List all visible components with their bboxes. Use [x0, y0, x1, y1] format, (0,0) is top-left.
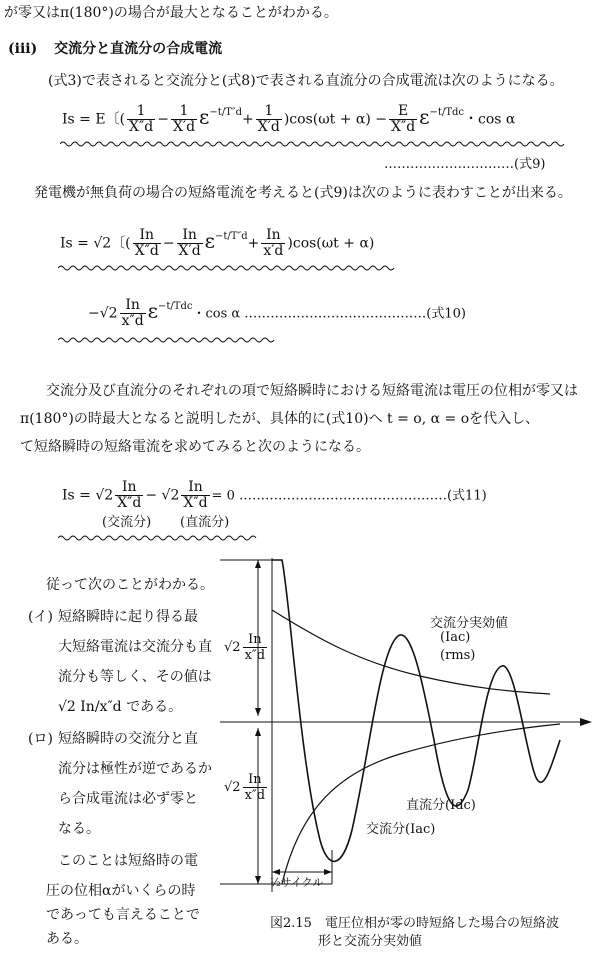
- section-heading: [8, 40, 222, 58]
- eq10b-frac: $\frac{In}{x''d}$: [121, 297, 144, 329]
- item-ro-mark: (ロ): [28, 731, 53, 747]
- tail-line-4: ある。: [46, 931, 88, 947]
- eq10b-wavy-underline: [58, 336, 278, 344]
- eq11-dc-label: (直流分): [180, 515, 230, 530]
- paragraph-3-line-2: π(180°)の時最大となると説明したが、具体的に(式10)へ t = o, α = oを代入し、: [20, 411, 540, 427]
- equation-10b: −√2 $\frac{In}{x''d}$ $\varepsilon^{-t/Tdc}$・cos α ……………………………………(式10): [88, 297, 466, 329]
- eq10b-exponent: −t/Tdc: [158, 300, 193, 312]
- eq10a-wavy-underline: [58, 264, 398, 272]
- eq9-wavy-underline: [60, 140, 565, 148]
- section-title: 交流分と直流分の合成電流: [54, 41, 223, 57]
- eq9-frac-4: $\frac{E}{X''d}$: [391, 103, 416, 135]
- eq9-tag: …………………………(式9): [384, 157, 546, 172]
- eq9-frac-3: $\frac{1}{X'd}$: [257, 103, 280, 135]
- item-i-mark: (イ): [28, 609, 53, 625]
- item-i-line-4: √2 In/x″d である。: [58, 699, 183, 715]
- eq10a-exponent: −t/T″d: [215, 230, 248, 242]
- upper-amplitude-label: √2 $\frac{In}{x''d}$: [224, 632, 266, 663]
- dc-label: 直流分(Idc): [406, 798, 476, 813]
- rms-label-line-1: 交流分実効値: [430, 616, 509, 631]
- section-number: (iii): [8, 41, 38, 57]
- eq10a-frac-2: $\frac{In}{X'd}$: [178, 227, 201, 259]
- ac-component-curve: [272, 560, 560, 861]
- item-i-line-2: 大短絡電流は交流分も直: [58, 639, 212, 655]
- time-axis-arrow: [580, 718, 592, 726]
- eq11-ac-label: (交流分): [102, 515, 152, 530]
- half-cycle-label: ½サイクル: [270, 876, 324, 889]
- tail-line-2: 圧の位相αがいくらの時: [46, 883, 196, 899]
- eq10a-frac-3: $\frac{In}{x'd}$: [263, 227, 284, 259]
- eq9-lhs: Is = E〔(: [62, 111, 126, 128]
- eq11-frac-1: $\frac{In}{X''d}$: [117, 479, 142, 511]
- equation-10a: Is = √2〔( $\frac{In}{X''d}$ − $\frac{In}{X'd}$ $\varepsilon^{-t/T''d}+$ $\frac{In}{x'd}$ )cos(ωt + α): [60, 227, 375, 259]
- ac-rms-curve: [272, 610, 550, 694]
- eq9-exponent-2: −t/Tdc: [429, 106, 464, 118]
- item-ro-line-2: 流分は極性が逆であるか: [58, 761, 212, 777]
- equation-9: Is = E〔( $\frac{1}{X''d}$ − $\frac{1}{X'd}$ $\varepsilon^{-t/T''d}+$ $\frac{1}{X'd}$ )cos(ωt + α) − $\frac{E}{X''d}$ $\varepsilon^{-t/Tdc}$・cos α: [62, 103, 516, 135]
- tail-line-1: このことは短絡時の電: [58, 853, 198, 869]
- figure-caption-line-2: 形と交流分実効値: [318, 934, 423, 949]
- eq9-exponent-1: −t/T″d: [209, 106, 242, 118]
- eq9-frac-1: $\frac{1}{X''d}$: [129, 103, 154, 135]
- rms-label-line-2: (Iac): [440, 630, 471, 645]
- rms-label-line-3: (rms): [440, 648, 476, 663]
- lower-amplitude-label: √2 $\frac{In}{x''d}$: [224, 772, 266, 803]
- waveform-figure: [220, 540, 600, 920]
- paragraph-3-line-3: て短絡瞬時の短絡電流を求めてみると次のようになる。: [20, 439, 370, 455]
- item-ro-line-3: ら合成電流は必ず零と: [58, 791, 198, 807]
- item-ro-line-1: 短絡瞬時の交流分と直: [58, 731, 198, 747]
- intro-line: が零又はπ(180°)の場合が最大となることがわかる。: [4, 5, 338, 21]
- eq9-frac-2: $\frac{1}{X'd}$: [172, 103, 196, 135]
- item-i-line-1: 短絡瞬時に起り得る最: [58, 609, 198, 625]
- ac-label: 交流分(Iac): [366, 822, 436, 837]
- eq10a-frac-1: $\frac{In}{X''d}$: [134, 227, 159, 259]
- eq11-frac-2: $\frac{In}{X''d}$: [183, 479, 208, 511]
- item-ro-line-4: なる。: [58, 821, 100, 837]
- figure-caption-line-1: 図2.15 電圧位相が零の時短絡した場合の短絡波: [270, 916, 559, 931]
- paragraph-1: (式3)で表されると交流分と(式8)で表される直流分の合成電流は次のようになる。: [48, 73, 564, 89]
- tail-line-3: であっても言えることで: [46, 907, 200, 923]
- left-intro: 従って次のことがわかる。: [46, 577, 214, 593]
- equation-11: Is = √2 $\frac{In}{X''d}$ − √2 $\frac{In}{X''d}$ = 0 …………………………………………(式11): [62, 479, 487, 511]
- item-i-line-3: 流分も等しく、その値は: [58, 669, 212, 685]
- paragraph-2: 発電機が無負荷の場合の短絡電流を考えると(式9)は次のように表わすことが出来る。: [34, 185, 572, 201]
- paragraph-3-line-1: 交流分及び直流分のそれぞれの項で短絡瞬時における短絡電流は電圧の位相が零又は: [46, 383, 578, 399]
